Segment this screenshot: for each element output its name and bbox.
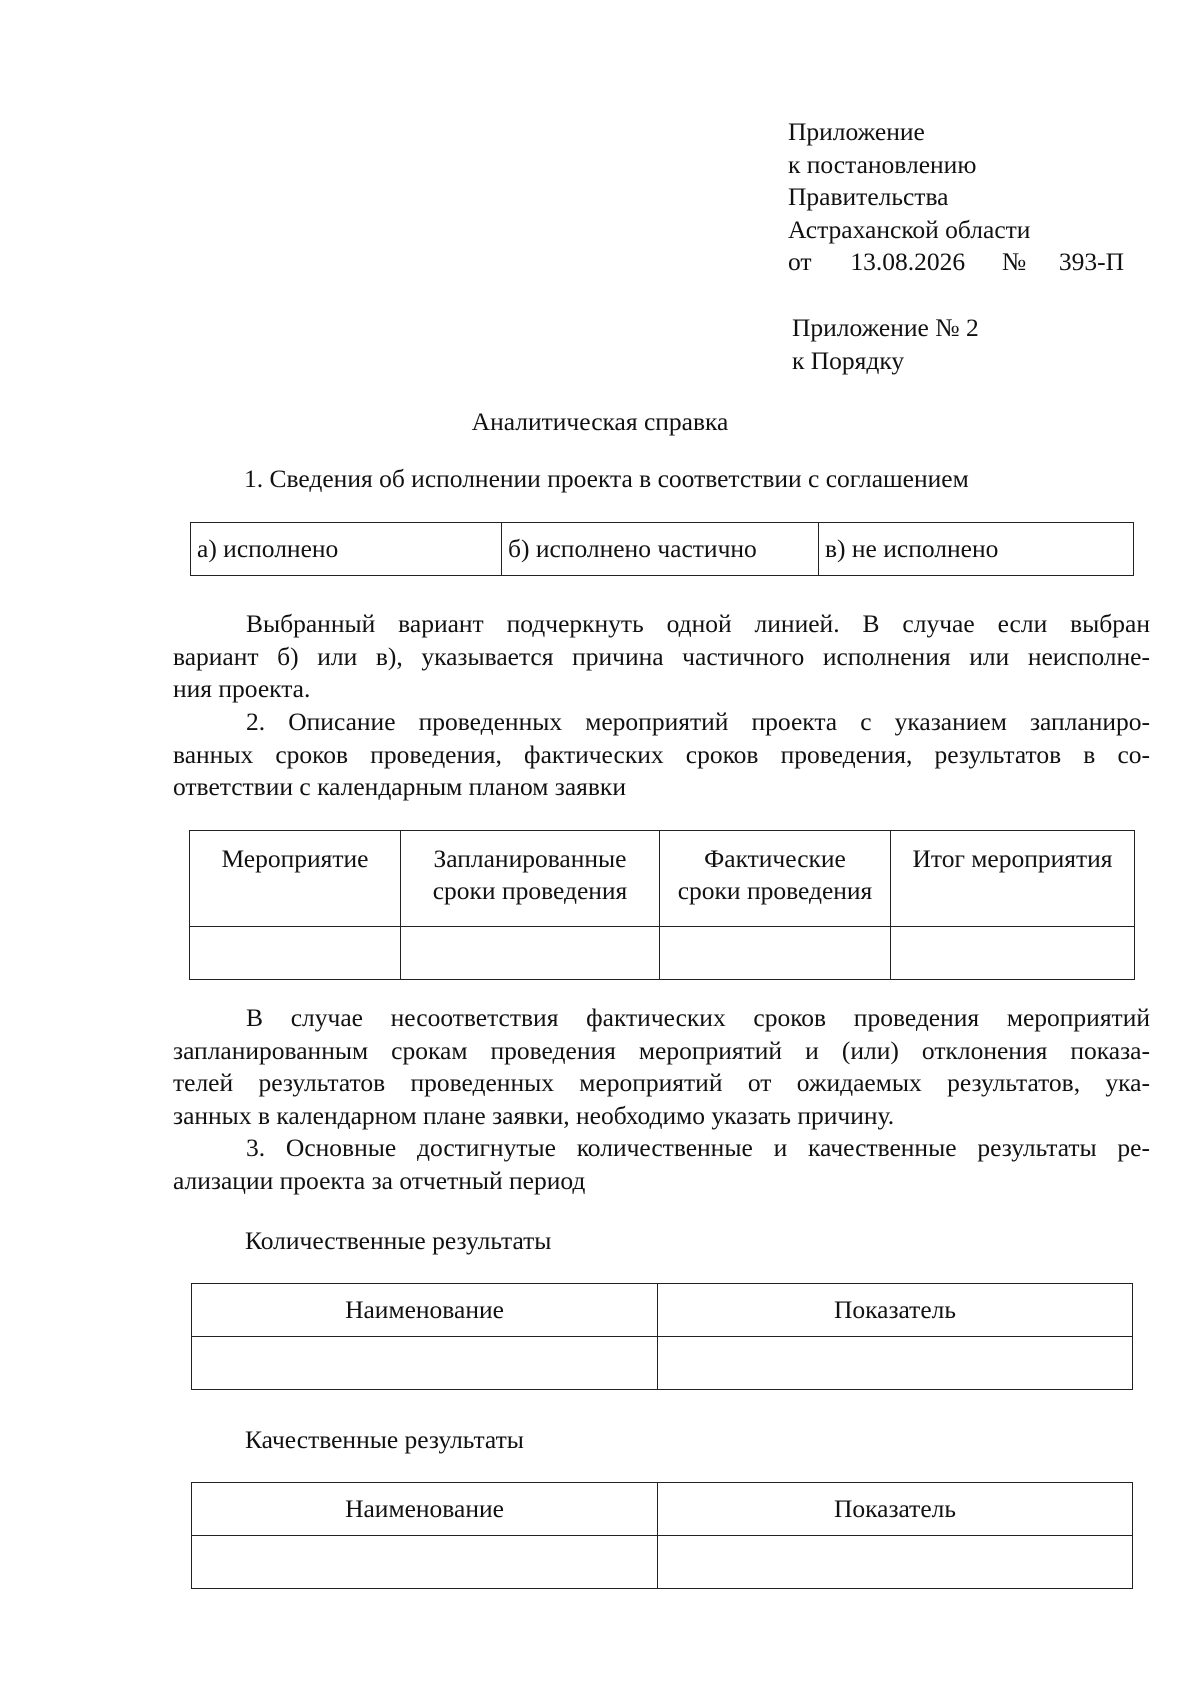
heading-line: ализации проекта за отчетный период — [173, 1165, 586, 1195]
table-cell[interactable] — [401, 927, 660, 980]
column-header-actual-dates: Фактические сроки проведения — [660, 831, 891, 927]
header-line: Правительства — [788, 182, 949, 211]
heading-line: ответствии с календарным планом заявки — [173, 772, 626, 801]
note-line: занных в календарном плане заявки, необходимо указать причину. — [173, 1100, 895, 1130]
table-header-row — [192, 1483, 1133, 1536]
header-line: Приложение — [788, 117, 925, 146]
column-header-event-result: Итог мероприятия — [891, 831, 1135, 927]
table-cell[interactable] — [192, 1337, 658, 1390]
header-line: Астраханской области — [788, 214, 1031, 244]
quantitative-results-table — [191, 1283, 1133, 1390]
option-partially-executed[interactable]: б) исполнено частично — [502, 523, 819, 576]
table-header-row — [192, 1284, 1133, 1337]
column-header-name: Наименование — [192, 1284, 658, 1337]
appendix-line: Приложение № 2 — [792, 313, 979, 342]
decree-date: 13.08.2026 — [850, 247, 966, 276]
table-cell[interactable] — [660, 927, 891, 980]
number-sign: № — [1001, 247, 1027, 276]
table-row — [192, 1536, 1133, 1589]
qualitative-results-label: Качественные результаты — [245, 1425, 524, 1454]
note-line: ния проекта. — [173, 674, 311, 703]
note-line: Выбранный вариант подчеркнуть одной линией. В случае если выбран — [246, 609, 1150, 638]
qualitative-results-table — [191, 1482, 1133, 1589]
document-title: Аналитическая справка — [471, 407, 729, 436]
column-header-indicator: Показатель — [658, 1483, 1133, 1536]
table-row — [190, 927, 1135, 980]
column-header-name: Наименование — [192, 1483, 658, 1536]
note-line: вариант б) или в), указывается причина частичного исполнения или неисполне- — [173, 641, 1150, 671]
appendix-line: к Порядку — [792, 345, 905, 375]
option-not-executed[interactable]: в) не исполнено — [819, 523, 1134, 576]
table-row — [192, 1337, 1133, 1390]
table-header-row — [190, 831, 1135, 927]
events-table — [189, 830, 1135, 980]
table-cell[interactable] — [658, 1536, 1133, 1589]
table-cell[interactable] — [192, 1536, 658, 1589]
column-header-planned-dates: Запланированные сроки проведения — [401, 831, 660, 927]
heading-line: 2. Описание проведенных мероприятий проекта с указанием запланиро- — [246, 707, 1150, 736]
section1-note — [173, 608, 1150, 706]
table-cell[interactable] — [891, 927, 1135, 980]
note-line: запланированным срокам проведения мероприятий и (или) отклонения показа- — [173, 1035, 1150, 1065]
decree-date-line — [788, 246, 1124, 279]
table-cell[interactable] — [190, 927, 401, 980]
execution-options-table — [190, 522, 1134, 576]
note-line: В случае несоответствия фактических сроков проведения мероприятий — [246, 1003, 1150, 1032]
heading-line: ванных сроков проведения, фактических сроков проведения, результатов в со- — [173, 739, 1150, 769]
option-executed[interactable]: а) исполнено — [191, 523, 502, 576]
quantitative-results-label: Количественные результаты — [245, 1226, 552, 1255]
column-header-event: Мероприятие — [190, 831, 401, 927]
date-prefix: от — [788, 247, 812, 276]
note-line: телей результатов проведенных мероприятий от ожидаемых результатов, ука- — [173, 1068, 1150, 1097]
approval-header — [788, 116, 1124, 279]
heading-line: 3. Основные достигнутые количественные и качественные результаты ре- — [246, 1133, 1150, 1162]
section1-heading: 1. Сведения об исполнении проекта в соответствии с соглашением — [244, 464, 969, 493]
appendix-header — [792, 312, 979, 377]
header-line: к постановлению — [788, 149, 977, 179]
column-header-indicator: Показатель — [658, 1284, 1133, 1337]
section2-note — [173, 1002, 1150, 1132]
decree-number: 393-П — [1058, 247, 1125, 276]
section2-heading — [173, 706, 1150, 804]
table-cell[interactable] — [658, 1337, 1133, 1390]
section3-heading — [173, 1132, 1150, 1197]
